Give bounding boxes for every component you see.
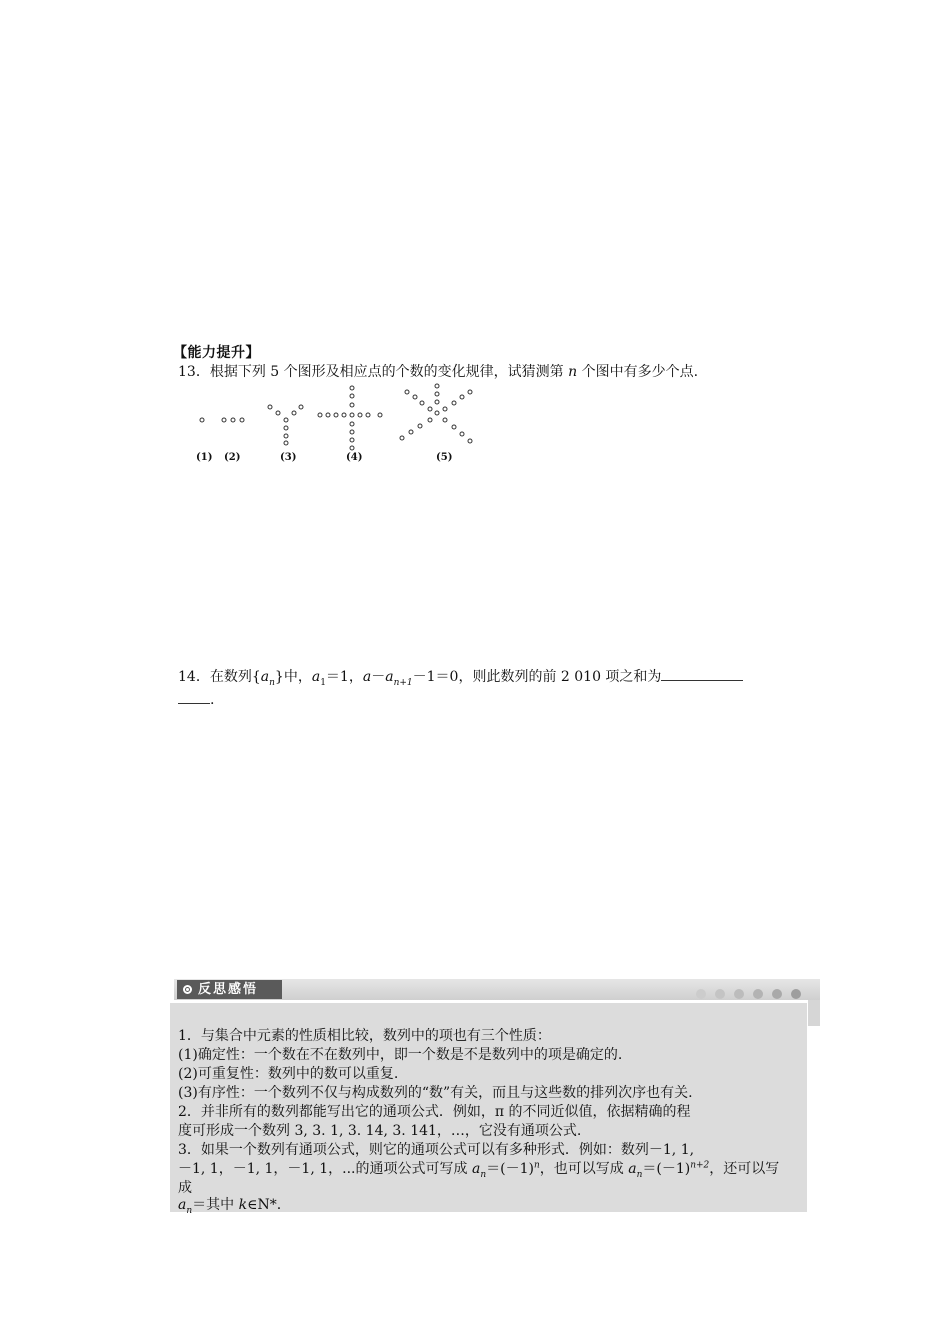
question-14 <box>178 666 743 688</box>
banner-dots <box>696 984 810 1003</box>
reflection-line: 成 <box>178 1180 192 1196</box>
figure-label-2: (2) <box>224 452 241 463</box>
reflection-line-formula <box>178 1158 779 1180</box>
reflection-line: (2)可重复性：数列中的数可以重复. <box>178 1066 399 1082</box>
answer-blank-cont <box>178 689 210 704</box>
dot-icon <box>715 989 725 999</box>
sub-n: n <box>186 1205 193 1216</box>
dot <box>240 418 244 422</box>
reflection-line: 1．与集合中元素的性质相比较，数列中的项也有三个性质： <box>178 1028 551 1044</box>
dot-icon <box>791 989 801 999</box>
exp-n: n <box>533 1160 540 1171</box>
question-text: 根据下列 5 个图形及相应点的个数的变化规律，试猜测第 <box>209 364 569 380</box>
sub-n: n <box>636 1169 643 1180</box>
reflection-panel <box>170 1003 807 1216</box>
q14-text: 在数列{ <box>209 669 261 685</box>
reflection-line: 2．并非所有的数列都能写出它的通项公式．例如，π 的不同近似值，依据精确的程 <box>178 1104 691 1120</box>
dot-icon <box>772 989 782 999</box>
q14-text: ＝1， <box>325 669 363 685</box>
var-a1: a <box>311 669 321 685</box>
q14-period: . <box>210 692 215 708</box>
text: ＝(－1) <box>642 1161 691 1177</box>
reflection-title <box>177 980 282 999</box>
var-a: a <box>260 669 270 685</box>
reflection-title-text: 反思感悟 <box>198 982 259 997</box>
reflection-line-final <box>178 1194 281 1216</box>
text: ＝其中 <box>192 1197 239 1213</box>
variable-n: n <box>568 364 578 380</box>
reflection-line: 3．如果一个数列有通项公式，则它的通项公式可以有多种形式．例如：数列－1, 1, <box>178 1142 695 1158</box>
q14-text: }中， <box>274 669 312 685</box>
dot <box>222 418 226 422</box>
figure-label-5: (5) <box>436 452 453 463</box>
reflection-line: 度可形成一个数列 3, 3. 1, 3. 14, 3. 141，…，它没有通项公式. <box>178 1123 582 1139</box>
dot-icon <box>734 989 744 999</box>
var-a: a <box>385 669 394 685</box>
dot-pattern-figures <box>190 380 490 470</box>
banner-side-tab <box>808 1000 820 1026</box>
question-number: 14． <box>178 669 210 685</box>
dot <box>200 418 204 422</box>
figure-label-4: (4) <box>346 452 363 463</box>
sub-1: 1 <box>320 677 326 688</box>
text: －1, 1，－1, 1，－1, 1，...的通项公式可写成 <box>178 1161 472 1177</box>
target-icon <box>183 985 192 994</box>
text: ，还可以写 <box>709 1161 780 1177</box>
exp-n-plus-2: n+2 <box>690 1160 710 1171</box>
dot-icon <box>753 989 763 999</box>
var-a: a <box>628 1161 637 1177</box>
dot <box>231 418 235 422</box>
section-title: 【能力提升】 <box>173 345 260 361</box>
reflection-line: (1)确定性：一个数在不在数列中，即一个数是不是数列中的项是确定的. <box>178 1047 623 1063</box>
figure-label-3: (3) <box>280 452 297 463</box>
sub-n: n <box>269 677 275 688</box>
answer-blank <box>661 666 743 681</box>
q14-text: － <box>371 669 386 685</box>
reflection-line: (3)有序性：一个数列不仅与构成数列的“数”有关，而且与这些数的排列次序也有关. <box>178 1085 693 1101</box>
dot-icon <box>696 989 706 999</box>
var-a: a <box>362 669 372 685</box>
text: ，也可以写成 <box>539 1161 629 1177</box>
question-14-tail <box>178 689 214 708</box>
var-k: k <box>238 1197 248 1213</box>
sub-n: n <box>480 1169 487 1180</box>
question-13 <box>178 361 698 381</box>
question-number: 13． <box>178 364 210 380</box>
text: ＝(－1) <box>486 1161 534 1177</box>
var-a: a <box>178 1197 187 1213</box>
q14-text: －1＝0，则此数列的前 2 010 项之和为 <box>412 669 662 685</box>
question-text-end: 个图中有多少个点. <box>577 364 699 380</box>
text: ∈N*. <box>247 1197 282 1213</box>
sub-n-plus-1: n+1 <box>393 677 413 688</box>
figure-label-1: (1) <box>196 452 213 463</box>
var-a: a <box>471 1161 481 1177</box>
